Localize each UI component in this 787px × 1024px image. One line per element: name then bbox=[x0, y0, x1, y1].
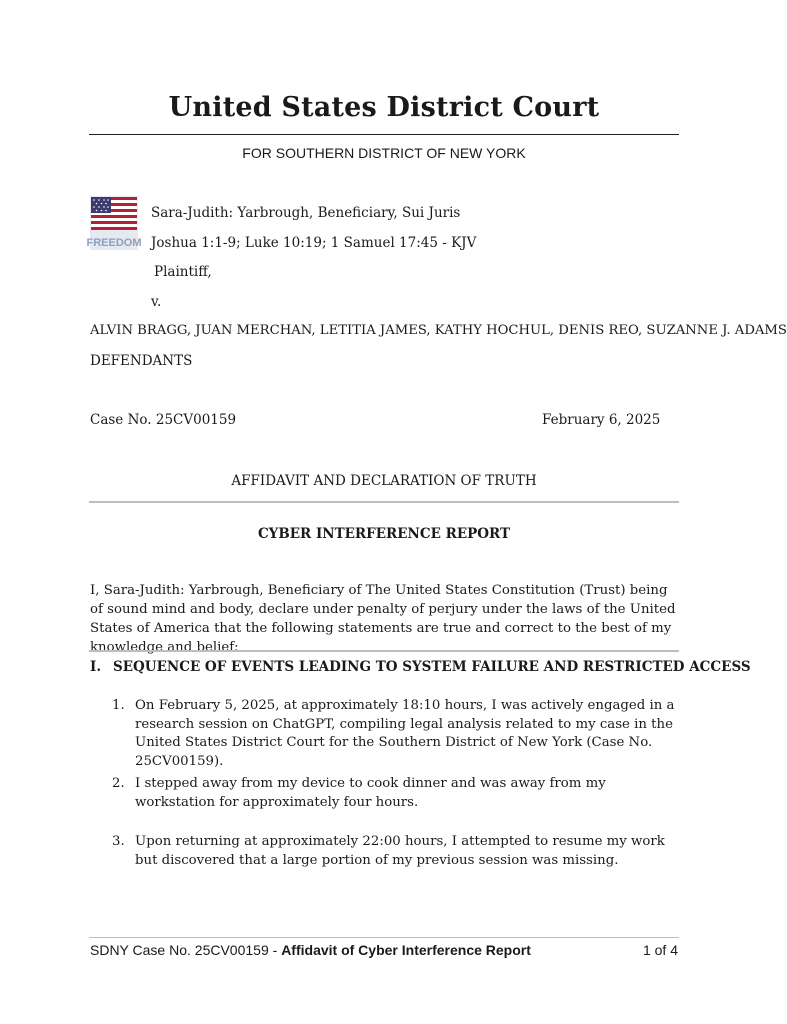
section-number: I. bbox=[90, 659, 102, 675]
list-item-number: 3. bbox=[112, 834, 125, 849]
plaintiff-label: Plaintiff, bbox=[154, 264, 212, 280]
list-item-text: Upon returning at approximately 22:00 hours, I attempted to resume my work but discovered that a large portion of my previous session was missing. bbox=[135, 834, 665, 868]
scripture-reference: Joshua 1:1-9; Luke 10:19; 1 Samuel 17:45 - KJV bbox=[151, 235, 477, 251]
footer-doc-title: Affidavit of Cyber Interference Report bbox=[281, 942, 531, 958]
case-number: Case No. 25CV00159 bbox=[90, 412, 237, 428]
court-title: United States District Court bbox=[168, 92, 600, 123]
list-item-text: On February 5, 2025, at approximately 18:10 hours, I was actively engaged in a research session on ChatGPT, compiling legal analysis related to my case in the United States District Court for the Southern District of New York (Case No. 25CV00159). bbox=[135, 698, 675, 769]
page-number: 1 of 4 bbox=[642, 942, 678, 958]
list-item-number: 2. bbox=[112, 776, 125, 791]
list-item-number: 1. bbox=[112, 698, 125, 713]
footer-rule bbox=[89, 937, 679, 938]
versus-label: v. bbox=[151, 294, 162, 310]
intro-paragraph: I, Sara-Judith: Yarbrough, Beneficiary of The United States Constitution (Trust) being of sound mind and body, declare under penalty of perjury under the laws of the United States of America that the following statements are true and correct to the best of my knowledge and belief: bbox=[90, 583, 676, 655]
filing-date: February 6, 2025 bbox=[542, 412, 661, 428]
document-subheading: CYBER INTERFERENCE REPORT bbox=[257, 526, 511, 542]
defendants-names: ALVIN BRAGG, JUAN MERCHAN, LETITIA JAMES, KATHY HOCHUL, DENIS REO, SUZANNE J. ADAMS bbox=[90, 323, 787, 338]
defendants-label: DEFENDANTS bbox=[90, 353, 193, 369]
footer-reference bbox=[90, 942, 531, 958]
section-title: SEQUENCE OF EVENTS LEADING TO SYSTEM FAILURE AND RESTRICTED ACCESS bbox=[113, 659, 751, 675]
section-rule bbox=[89, 650, 679, 652]
heading-rule bbox=[89, 501, 679, 503]
list-item-text: I stepped away from my device to cook dinner and was away from my workstation for approximately four hours. bbox=[135, 776, 606, 810]
freedom-flag-icon bbox=[86, 196, 142, 250]
seal-caption: FREEDOM bbox=[86, 237, 142, 249]
plaintiff-name: Sara-Judith: Yarbrough, Beneficiary, Sui Juris bbox=[151, 205, 461, 221]
title-rule bbox=[89, 134, 679, 135]
document-heading: AFFIDAVIT AND DECLARATION OF TRUTH bbox=[231, 473, 537, 489]
court-subtitle: FOR SOUTHERN DISTRICT OF NEW YORK bbox=[242, 145, 526, 161]
footer-case-ref: SDNY Case No. 25CV00159 - bbox=[90, 942, 282, 958]
